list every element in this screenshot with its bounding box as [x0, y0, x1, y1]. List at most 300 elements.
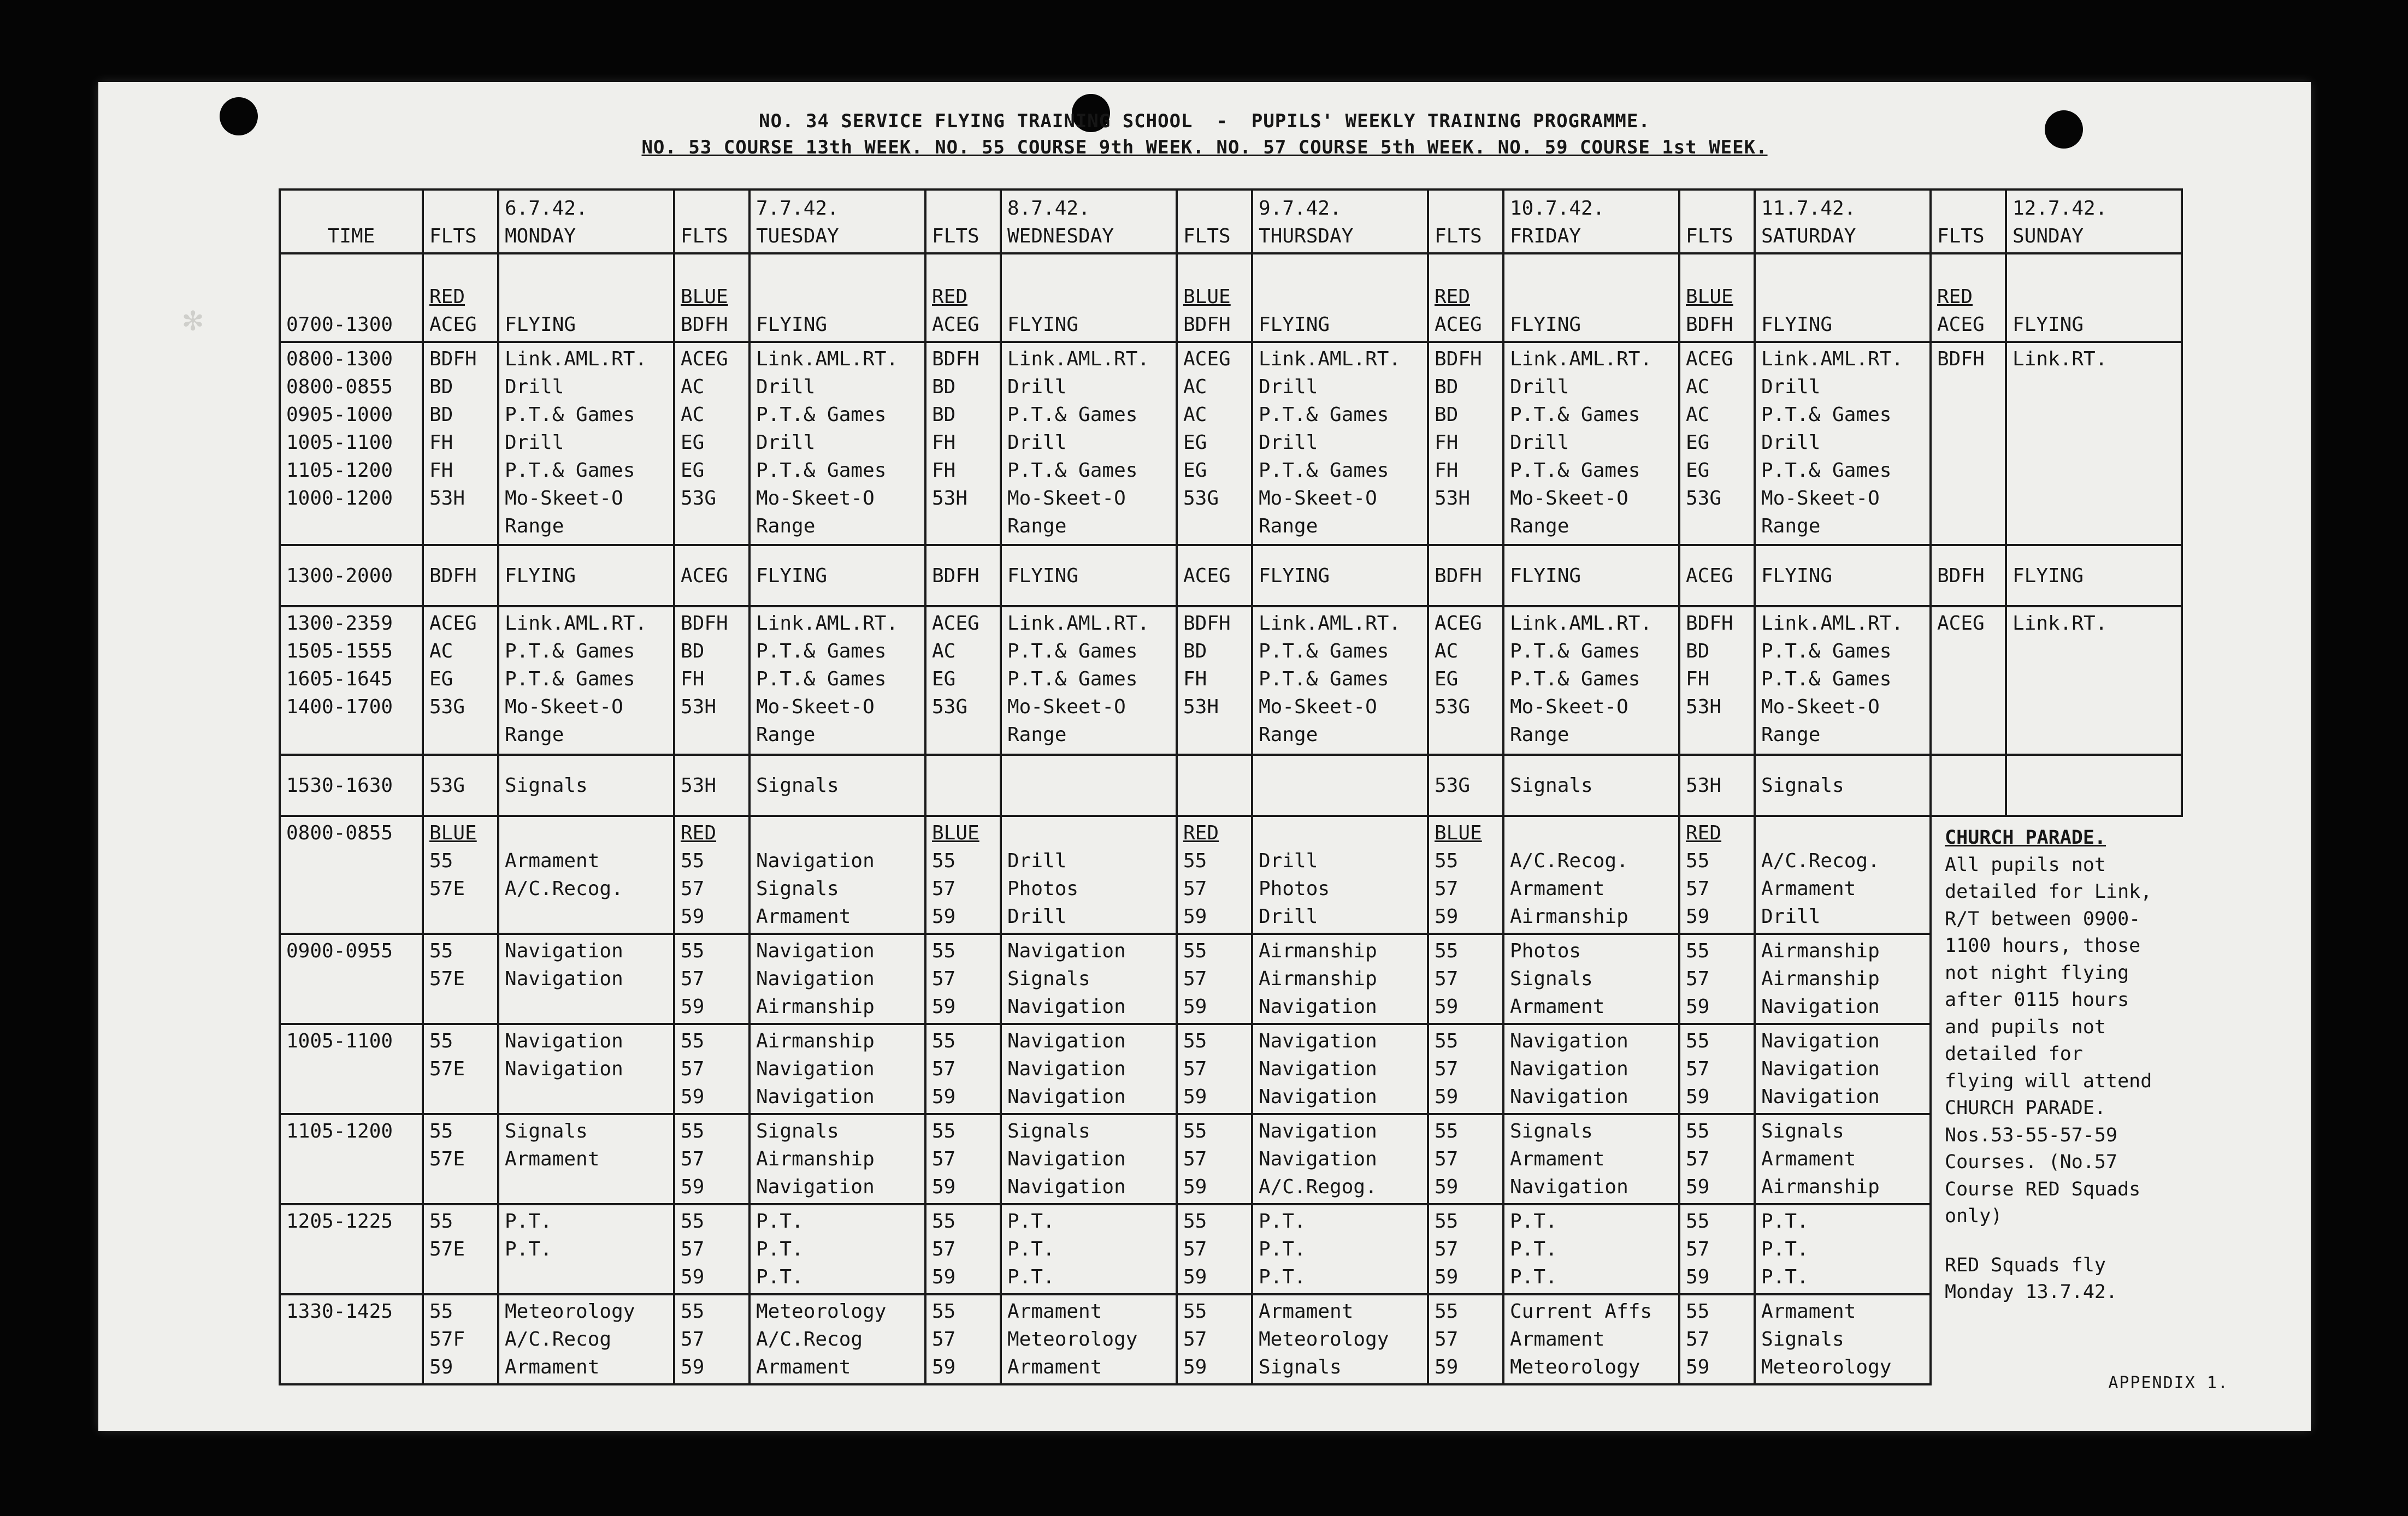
- flts-cell: [925, 1024, 1001, 1114]
- flts-cell: ACEG AC AC EG EG 53G: [1679, 342, 1755, 545]
- spacer: [756, 819, 919, 847]
- subjects: Navigation Navigation Airmanship: [756, 940, 875, 1018]
- course-numbers: 55 57 59: [1686, 1300, 1710, 1378]
- activity-cell: [1001, 1024, 1177, 1114]
- activity-cell: [1503, 1204, 1679, 1294]
- flts-cell: BDFH: [423, 545, 498, 606]
- subjects: Navigation Navigation: [505, 1030, 623, 1080]
- note-body: All pupils not detailed for Link, R/T between 0900- 1100 hours, those not night flying after 0115 hours and pupils not detailed for flying will attend CHURCH PARADE. Nos.53-55-57-59 Courses. (No.57 Course RED Squads only): [1945, 854, 2152, 1227]
- day-date: 12.7.42.: [2012, 197, 2108, 220]
- activity-cell: FLYING: [1001, 545, 1177, 606]
- activity-cell: FLYING: [2006, 253, 2182, 342]
- activity-cell: FLYING: [1755, 545, 1931, 606]
- activity-cell: [1001, 1114, 1177, 1204]
- activity-cell: [1755, 1204, 1931, 1294]
- course-numbers: 55 57 59: [1686, 940, 1710, 1018]
- course-numbers: 55 57 59: [1686, 850, 1710, 928]
- spacer: [1761, 819, 1924, 847]
- course-numbers: 55 57 59: [932, 1030, 956, 1108]
- flts-cell: [674, 1114, 749, 1204]
- spacer: [1007, 819, 1170, 847]
- flts-cell: [1428, 253, 1503, 342]
- flts-cell: ACEG: [674, 545, 749, 606]
- time-cell: 0900-0955: [280, 934, 423, 1024]
- flts-cell: [1679, 1204, 1755, 1294]
- activity-cell: Link.RT.: [2006, 342, 2182, 545]
- flts-cell: 53H: [1679, 755, 1755, 816]
- flts-cell: [1679, 1114, 1755, 1204]
- flying-row: [280, 545, 2182, 606]
- flts-cell: [1931, 253, 2006, 342]
- subjects: Signals Armament Navigation: [1510, 1120, 1628, 1198]
- flts-cell: [423, 1294, 498, 1384]
- day-header: [749, 190, 925, 253]
- flts-cell: 53G: [423, 755, 498, 816]
- flts-cell: ACEG AC AC EG EG 53G: [1177, 342, 1252, 545]
- flts-cell: [925, 755, 1001, 816]
- subjects: Meteorology A/C.Recog Armament: [505, 1300, 635, 1378]
- course-numbers: 55 57 59: [932, 1210, 956, 1288]
- flts-cell: ACEG AC AC EG EG 53G: [674, 342, 749, 545]
- activity-cell: [1001, 934, 1177, 1024]
- activity-cell: Link.AML.RT. P.T.& Games P.T.& Games Mo-Skeet-O Range: [1001, 606, 1177, 755]
- subjects: P.T. P.T. P.T.: [756, 1210, 804, 1288]
- flying-row: [280, 253, 2182, 342]
- flts-cell: [925, 1294, 1001, 1384]
- time-cell: 1205-1225: [280, 1204, 423, 1294]
- flts-cell: [1177, 934, 1252, 1024]
- flts-cell: [1177, 1114, 1252, 1204]
- flts-cell: [423, 1114, 498, 1204]
- course-numbers: 55 57E: [429, 1030, 465, 1080]
- sunday-church-parade-note: [1931, 816, 2182, 1384]
- flts-cell: ACEG AC EG 53G: [925, 606, 1001, 755]
- subjects: Drill Photos Drill: [1259, 850, 1330, 928]
- course-numbers: 55 57 59: [1686, 1030, 1710, 1108]
- course-numbers: 55 57F 59: [429, 1300, 465, 1378]
- flts-header: FLTS: [925, 190, 1001, 253]
- course-numbers: 55 57 59: [1686, 1210, 1710, 1288]
- activity-cell: Link.AML.RT. P.T.& Games P.T.& Games Mo-Skeet-O Range: [1503, 606, 1679, 755]
- activity-cell: [1503, 1024, 1679, 1114]
- title-line-2: NO. 53 COURSE 13th WEEK. NO. 55 COURSE 9th WEEK. NO. 57 COURSE 5th WEEK. NO. 59 COURSE 1st WEEK.: [641, 137, 1768, 158]
- activity-cell: FLYING: [1503, 253, 1679, 342]
- day-name: THURSDAY: [1259, 225, 1354, 247]
- day-header: [498, 190, 674, 253]
- flight-letters: ACEG: [1435, 313, 1482, 336]
- course-numbers: 55 57 59: [681, 850, 705, 928]
- subjects: Airmanship Airmanship Navigation: [1761, 940, 1880, 1018]
- spacer: [1259, 819, 1421, 847]
- time-cell: 0700-1300: [280, 253, 423, 342]
- flts-cell: [1428, 1294, 1503, 1384]
- activity-cell: FLYING: [2006, 545, 2182, 606]
- course-numbers: 55 57 59: [1183, 1030, 1207, 1108]
- activity-cell: FLYING: [1001, 253, 1177, 342]
- course-numbers: 55 57 59: [1435, 1300, 1459, 1378]
- flying-row: [280, 342, 2182, 545]
- subjects: Navigation Navigation Navigation: [1510, 1030, 1628, 1108]
- subjects: Armament Meteorology Armament: [1007, 1300, 1138, 1378]
- activity-cell: [1503, 816, 1679, 934]
- subjects: A/C.Recog. Armament Drill: [1761, 850, 1880, 928]
- ground-row: [280, 1114, 2182, 1204]
- time-header: TIME: [280, 190, 423, 253]
- activity-cell: Link.RT.: [2006, 606, 2182, 755]
- activity-cell: Signals: [749, 755, 925, 816]
- subjects: Signals Airmanship Navigation: [756, 1120, 875, 1198]
- flts-cell: [1428, 816, 1503, 934]
- flts-cell: BDFH BD FH 53H: [1679, 606, 1755, 755]
- flight-letters: ACEG: [932, 313, 979, 336]
- subjects: Signals Navigation Navigation: [1007, 1120, 1126, 1198]
- subjects: Navigation Navigation Navigation: [1007, 1030, 1126, 1108]
- day-date: 10.7.42.: [1510, 197, 1605, 220]
- course-numbers: 55 57E: [429, 1120, 465, 1170]
- paper-stain: ✻: [183, 300, 203, 339]
- activity-cell: [498, 1114, 674, 1204]
- subjects: Navigation Signals Navigation: [1007, 940, 1126, 1018]
- day-header: [1503, 190, 1679, 253]
- activity-cell: [749, 816, 925, 934]
- flts-cell: [674, 1294, 749, 1384]
- day-name: SATURDAY: [1761, 225, 1856, 247]
- flts-cell: [423, 253, 498, 342]
- activity-cell: [749, 1114, 925, 1204]
- flts-cell: [1177, 1024, 1252, 1114]
- activity-cell: [749, 1294, 925, 1384]
- flts-cell: BDFH BD FH 53H: [674, 606, 749, 755]
- title-line-1: NO. 34 SERVICE FLYING TRAINING SCHOOL - PUPILS' WEEKLY TRAINING PROGRAMME.: [759, 110, 1650, 132]
- course-numbers: 55 57 59: [681, 1120, 705, 1198]
- activity-cell: [1755, 934, 1931, 1024]
- flts-cell: [674, 816, 749, 934]
- squad-colour: RED: [932, 286, 968, 308]
- activity-cell: FLYING: [749, 545, 925, 606]
- course-numbers: 55 57E: [429, 850, 465, 900]
- course-numbers: 55 57E: [429, 940, 465, 990]
- day-date: 7.7.42.: [756, 197, 839, 220]
- flts-header: FLTS: [1428, 190, 1503, 253]
- activity-cell: FLYING: [498, 545, 674, 606]
- subjects: P.T. P.T. P.T.: [1259, 1210, 1306, 1288]
- flts-cell: BDFH BD BD FH FH 53H: [925, 342, 1001, 545]
- day-header: [2006, 190, 2182, 253]
- course-numbers: 55 57 59: [1435, 1210, 1459, 1288]
- appendix-label: APPENDIX 1.: [2108, 1373, 2229, 1393]
- flts-cell: [1177, 1294, 1252, 1384]
- activity-cell: Signals: [498, 755, 674, 816]
- time-cell: 1300-2359 1505-1555 1605-1645 1400-1700: [280, 606, 423, 755]
- course-numbers: 55 57 59: [1435, 850, 1459, 928]
- flts-header: FLTS: [674, 190, 749, 253]
- day-name: TUESDAY: [756, 225, 839, 247]
- day-name: FRIDAY: [1510, 225, 1581, 247]
- activity-cell: [498, 934, 674, 1024]
- flts-cell: BDFH BD BD FH FH 53H: [1428, 342, 1503, 545]
- activity-cell: [498, 816, 674, 934]
- flts-cell: [1931, 755, 2006, 816]
- course-numbers: 55 57 59: [1435, 940, 1459, 1018]
- subjects: Airmanship Airmanship Navigation: [1259, 940, 1377, 1018]
- subjects: Navigation Navigation A/C.Regog.: [1259, 1120, 1377, 1198]
- subjects: P.T. P.T. P.T.: [1510, 1210, 1557, 1288]
- day-name: MONDAY: [505, 225, 576, 247]
- flts-cell: [925, 253, 1001, 342]
- squad-colour: BLUE: [681, 286, 728, 308]
- subjects: Signals Armament Airmanship: [1761, 1120, 1880, 1198]
- flts-cell: BDFH: [1931, 342, 2006, 545]
- course-numbers: 55 57 59: [932, 940, 956, 1018]
- course-numbers: 55 57 59: [1183, 850, 1207, 928]
- squad-colour: RED: [1435, 286, 1471, 308]
- activity-cell: [1252, 1114, 1428, 1204]
- activity-cell: Link.AML.RT. Drill P.T.& Games Drill P.T.& Games Mo-Skeet-O Range: [1503, 342, 1679, 545]
- activity-cell: [1252, 1204, 1428, 1294]
- flts-header: FLTS: [423, 190, 498, 253]
- course-numbers: 55 57 59: [1183, 1300, 1207, 1378]
- course-numbers: 55 57E: [429, 1210, 465, 1260]
- course-numbers: 55 57 59: [932, 1120, 956, 1198]
- flts-cell: [423, 1024, 498, 1114]
- flight-letters: ACEG: [1937, 313, 1985, 336]
- activity-cell: Link.AML.RT. Drill P.T.& Games Drill P.T.& Games Mo-Skeet-O Range: [1001, 342, 1177, 545]
- flts-cell: BDFH BD BD FH FH 53H: [423, 342, 498, 545]
- course-numbers: 55 57 59: [681, 940, 705, 1018]
- squad-colour: BLUE: [1183, 286, 1231, 308]
- activity-cell: FLYING: [1503, 545, 1679, 606]
- activity-cell: [749, 1024, 925, 1114]
- subjects: A/C.Recog. Armament Airmanship: [1510, 850, 1628, 928]
- subjects: Airmanship Navigation Navigation: [756, 1030, 875, 1108]
- time-cell: 1105-1200: [280, 1114, 423, 1204]
- ground-row: [280, 1024, 2182, 1114]
- course-numbers: 55 57 59: [932, 850, 956, 928]
- flts-cell: [1679, 1024, 1755, 1114]
- activity-cell: [1503, 1114, 1679, 1204]
- activity-cell: [1001, 755, 1177, 816]
- flts-cell: [1679, 934, 1755, 1024]
- flts-cell: ACEG: [1177, 545, 1252, 606]
- flts-cell: [1428, 1204, 1503, 1294]
- flts-cell: [423, 816, 498, 934]
- flts-cell: [674, 934, 749, 1024]
- spacer: [505, 819, 668, 847]
- flts-cell: [674, 253, 749, 342]
- document-sheet: [98, 82, 2311, 1431]
- activity-cell: Link.AML.RT. Drill P.T.& Games Drill P.T.& Games Mo-Skeet-O Range: [1755, 342, 1931, 545]
- flts-cell: [1679, 1294, 1755, 1384]
- day-date: 11.7.42.: [1761, 197, 1856, 220]
- day-date: 6.7.42.: [505, 197, 588, 220]
- activity-cell: [1252, 755, 1428, 816]
- flts-cell: 53H: [674, 755, 749, 816]
- note-gap: [1945, 1230, 2177, 1252]
- course-numbers: 55 57 59: [1435, 1120, 1459, 1198]
- subjects: Navigation Navigation Navigation: [1259, 1030, 1377, 1108]
- squad-colour: RED: [681, 822, 717, 844]
- subjects: Armament Meteorology Signals: [1259, 1300, 1389, 1378]
- flight-letters: BDFH: [1183, 313, 1231, 336]
- activity-cell: Link.AML.RT. Drill P.T.& Games Drill P.T.& Games Mo-Skeet-O Range: [1252, 342, 1428, 545]
- flts-cell: 53G: [1428, 755, 1503, 816]
- activity-cell: Link.AML.RT. P.T.& Games P.T.& Games Mo-Skeet-O Range: [498, 606, 674, 755]
- flight-letters: ACEG: [429, 313, 477, 336]
- squad-colour: RED: [1686, 822, 1722, 844]
- subjects: P.T. P.T. P.T.: [1007, 1210, 1055, 1288]
- time-cell: 1005-1100: [280, 1024, 423, 1114]
- activity-cell: Link.AML.RT. P.T.& Games P.T.& Games Mo-Skeet-O Range: [749, 606, 925, 755]
- time-cell: 1330-1425: [280, 1294, 423, 1384]
- squad-colour: BLUE: [1686, 286, 1733, 308]
- course-numbers: 55 57 59: [681, 1030, 705, 1108]
- time-cell: 1530-1630: [280, 755, 423, 816]
- flts-cell: BDFH: [1931, 545, 2006, 606]
- squad-colour: BLUE: [429, 822, 477, 844]
- ground-row: [280, 1294, 2182, 1384]
- course-numbers: 55 57 59: [1183, 940, 1207, 1018]
- day-header: [1252, 190, 1428, 253]
- activity-cell: Link.AML.RT. P.T.& Games P.T.& Games Mo-Skeet-O Range: [1755, 606, 1931, 755]
- activity-cell: [1503, 934, 1679, 1024]
- course-numbers: 55 57 59: [1435, 1030, 1459, 1108]
- activity-cell: Signals: [1503, 755, 1679, 816]
- time-cell: 1300-2000: [280, 545, 423, 606]
- flts-cell: ACEG: [1679, 545, 1755, 606]
- flying-row: [280, 606, 2182, 755]
- flts-cell: [674, 1204, 749, 1294]
- activity-cell: [1755, 1294, 1931, 1384]
- squad-colour: RED: [1937, 286, 1973, 308]
- flts-cell: [423, 934, 498, 1024]
- flts-cell: [925, 1204, 1001, 1294]
- activity-cell: [1503, 1294, 1679, 1384]
- activity-cell: FLYING: [498, 253, 674, 342]
- activity-cell: FLYING: [749, 253, 925, 342]
- activity-cell: [1755, 1024, 1931, 1114]
- flts-cell: [925, 816, 1001, 934]
- flts-cell: [1679, 816, 1755, 934]
- squad-colour: BLUE: [932, 822, 979, 844]
- day-header: [1001, 190, 1177, 253]
- activity-cell: [2006, 755, 2182, 816]
- flight-letters: BDFH: [681, 313, 728, 336]
- subjects: Current Affs Armament Meteorology: [1510, 1300, 1652, 1378]
- activity-cell: FLYING: [1755, 253, 1931, 342]
- ground-row: [280, 934, 2182, 1024]
- flts-cell: BDFH: [1428, 545, 1503, 606]
- activity-cell: [498, 1294, 674, 1384]
- flts-cell: [1177, 253, 1252, 342]
- time-cell: 0800-0855: [280, 816, 423, 934]
- activity-cell: FLYING: [1252, 545, 1428, 606]
- day-name: SUNDAY: [2012, 225, 2084, 247]
- flight-letters: BDFH: [1686, 313, 1733, 336]
- note-footer: RED Squads fly Monday 13.7.42.: [1945, 1254, 2118, 1303]
- flts-header: FLTS: [1931, 190, 2006, 253]
- flts-cell: [423, 1204, 498, 1294]
- activity-cell: Link.AML.RT. Drill P.T.& Games Drill P.T.& Games Mo-Skeet-O Range: [749, 342, 925, 545]
- header-row: [280, 190, 2182, 253]
- squad-colour: BLUE: [1435, 822, 1482, 844]
- day-header: [1755, 190, 1931, 253]
- ground-row: [280, 816, 2182, 934]
- flts-cell: ACEG AC EG 53G: [423, 606, 498, 755]
- activity-cell: [1001, 1294, 1177, 1384]
- activity-cell: Signals: [1755, 755, 1931, 816]
- flts-cell: [925, 1114, 1001, 1204]
- subjects: Meteorology A/C.Recog Armament: [756, 1300, 887, 1378]
- squad-colour: RED: [429, 286, 465, 308]
- training-programme-table: [279, 188, 2183, 1385]
- activity-cell: [498, 1024, 674, 1114]
- subjects: Navigation Navigation: [505, 940, 623, 990]
- subjects: P.T. P.T.: [505, 1210, 552, 1260]
- squad-colour: RED: [1183, 822, 1219, 844]
- flts-cell: [1428, 1024, 1503, 1114]
- flts-cell: [1679, 253, 1755, 342]
- course-numbers: 55 57 59: [1183, 1210, 1207, 1288]
- day-date: 8.7.42.: [1007, 197, 1090, 220]
- flts-cell: [1177, 1204, 1252, 1294]
- note-heading: CHURCH PARADE.: [1945, 827, 2106, 849]
- activity-cell: Link.AML.RT. Drill P.T.& Games Drill P.T.& Games Mo-Skeet-O Range: [498, 342, 674, 545]
- time-cell: 0800-1300 0800-0855 0905-1000 1005-1100 1105-1200 1000-1200: [280, 342, 423, 545]
- ground-row: [280, 1204, 2182, 1294]
- flts-cell: BDFH: [925, 545, 1001, 606]
- course-numbers: 55 57 59: [932, 1300, 956, 1378]
- activity-cell: [1252, 934, 1428, 1024]
- flts-cell: ACEG: [1931, 606, 2006, 755]
- subjects: Navigation Signals Armament: [756, 850, 875, 928]
- activity-cell: [1252, 816, 1428, 934]
- day-date: 9.7.42.: [1259, 197, 1342, 220]
- activity-cell: [1252, 1024, 1428, 1114]
- flts-cell: [1428, 934, 1503, 1024]
- activity-cell: Link.AML.RT. P.T.& Games P.T.& Games Mo-Skeet-O Range: [1252, 606, 1428, 755]
- spacer: [1510, 819, 1673, 847]
- subjects: Signals Armament: [505, 1120, 600, 1170]
- subjects: Armament A/C.Recog.: [505, 850, 623, 900]
- activity-cell: FLYING: [1252, 253, 1428, 342]
- flts-cell: [674, 1024, 749, 1114]
- course-numbers: 55 57 59: [681, 1300, 705, 1378]
- activity-cell: [1755, 816, 1931, 934]
- flts-cell: BDFH BD FH 53H: [1177, 606, 1252, 755]
- activity-cell: [749, 1204, 925, 1294]
- activity-cell: [1755, 1114, 1931, 1204]
- activity-cell: [1001, 816, 1177, 934]
- flts-header: FLTS: [1679, 190, 1755, 253]
- subjects: Photos Signals Armament: [1510, 940, 1605, 1018]
- flts-cell: [925, 934, 1001, 1024]
- subjects: Armament Signals Meteorology: [1761, 1300, 1892, 1378]
- activity-cell: [1252, 1294, 1428, 1384]
- flts-cell: [1428, 1114, 1503, 1204]
- subjects: Drill Photos Drill: [1007, 850, 1079, 928]
- activity-cell: [1001, 1204, 1177, 1294]
- activity-cell: [749, 934, 925, 1024]
- subjects: P.T. P.T. P.T.: [1761, 1210, 1809, 1288]
- course-numbers: 55 57 59: [1686, 1120, 1710, 1198]
- flts-cell: ACEG AC EG 53G: [1428, 606, 1503, 755]
- course-numbers: 55 57 59: [1183, 1120, 1207, 1198]
- course-numbers: 55 57 59: [681, 1210, 705, 1288]
- subjects: Navigation Navigation Navigation: [1761, 1030, 1880, 1108]
- day-name: WEDNESDAY: [1007, 225, 1114, 247]
- document-header: [98, 108, 2311, 161]
- activity-cell: [498, 1204, 674, 1294]
